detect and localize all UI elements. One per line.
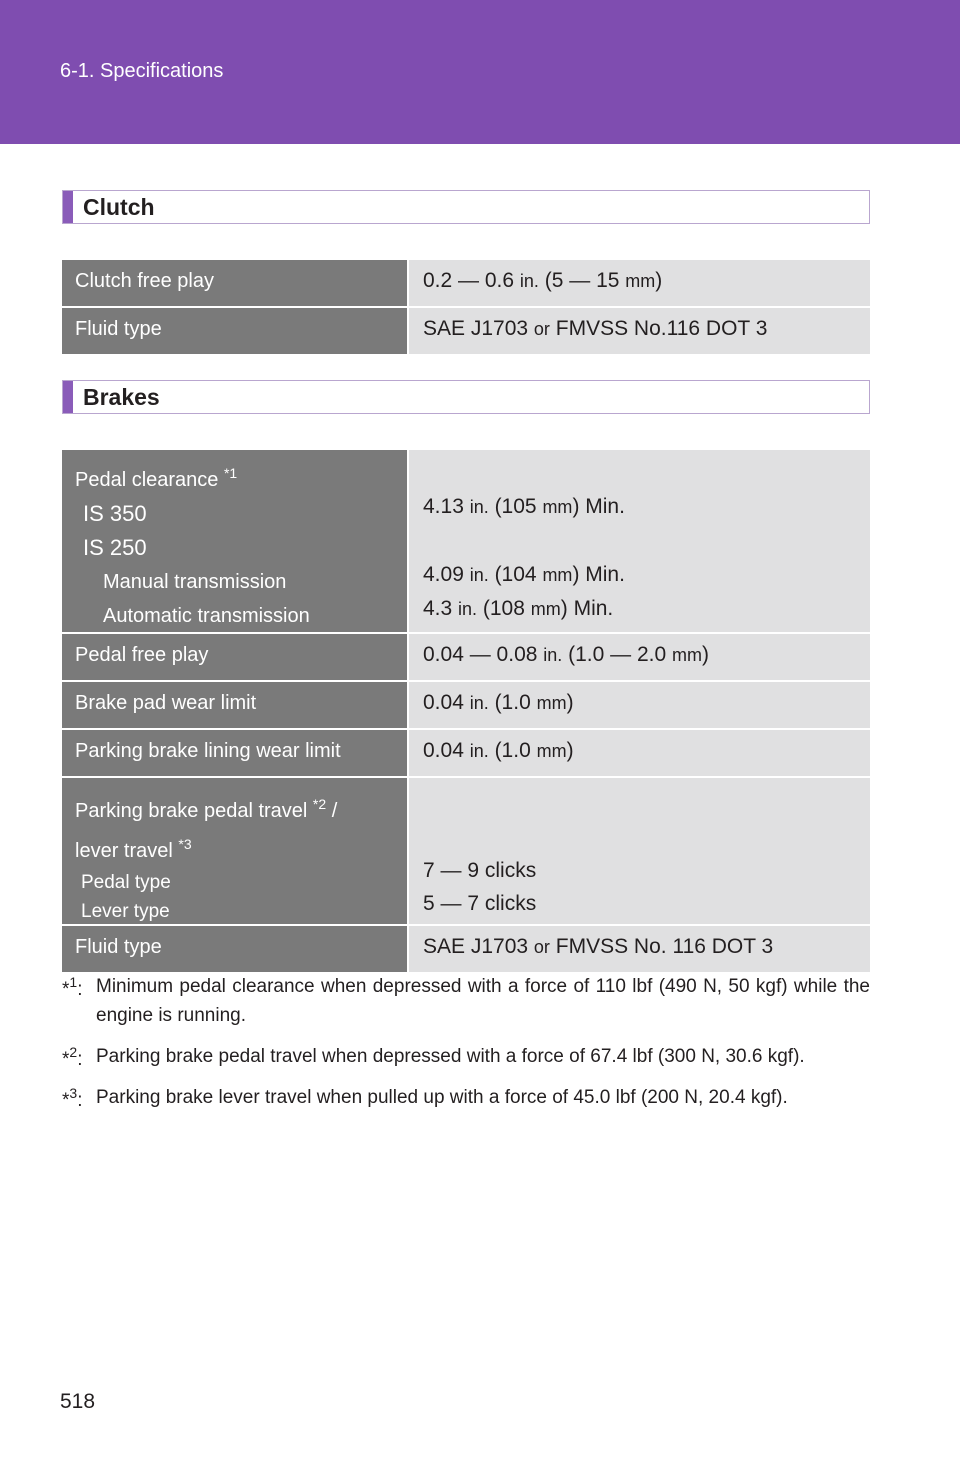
footnote-2: *$^2$: Parking brake pedal travel when depressed with a force of 67.4 lbf (300 N, 30.6 kgf). <box>62 1044 805 1070</box>
page-number: 518 <box>60 1390 96 1413</box>
lining-wear-value: 0.04 in. (1.0 mm) <box>407 730 870 776</box>
clutch-fluid-label: Fluid type <box>62 308 407 354</box>
page-header <box>0 0 960 144</box>
lining-wear-label: Parking brake lining wear limit <box>62 730 407 776</box>
footnote-1: *$^1$: Minimum pedal clearance when depressed with a force of 110 lbf (490 N, 50 kgf) while the engine is running. <box>62 974 870 1026</box>
table-row <box>62 680 870 728</box>
brakes-table <box>62 450 870 972</box>
pad-wear-label: Brake pad wear limit <box>62 682 407 728</box>
clutch-free-play-value: 0.2 — 0.6 in. (5 — 15 mm) <box>407 260 870 306</box>
pad-wear-value: 0.04 in. (1.0 mm) <box>407 682 870 728</box>
brakes-title: Brakes <box>83 384 160 410</box>
pedal-free-play-label: Pedal free play <box>62 634 407 680</box>
clutch-title: Clutch <box>83 194 155 220</box>
clutch-free-play-label: Clutch free play <box>62 260 407 306</box>
brake-fluid-label: Fluid type <box>62 926 407 972</box>
footnote-3: *$^3$: Parking brake lever travel when pulled up with a force of 45.0 lbf (200 N, 20.4 kgf). <box>62 1085 788 1111</box>
table-row <box>62 776 870 924</box>
pedal-free-play-value: 0.04 — 0.08 in. (1.0 — 2.0 mm) <box>407 634 870 680</box>
table-row <box>62 260 870 306</box>
brake-fluid-value: SAE J1703 or FMVSS No. 116 DOT 3 <box>407 926 870 972</box>
brakes-heading <box>62 380 870 414</box>
clutch-table <box>62 260 870 354</box>
parking-travel-label: Parking brake pedal travel $^{*2}$ / lever travel $^{*3}$ Pedal type Lever type <box>62 778 407 924</box>
table-row <box>62 728 870 776</box>
heading-accent-bar <box>63 191 73 223</box>
heading-accent-bar <box>63 381 73 413</box>
section-breadcrumb: 6-1. Specifications <box>60 60 224 82</box>
clutch-fluid-value: SAE J1703 or FMVSS No.116 DOT 3 <box>407 308 870 354</box>
footnotes <box>62 972 870 1124</box>
table-row <box>62 632 870 680</box>
pedal-clearance-label: Pedal clearance $^{*1}$ IS 350 IS 250 Manual transmission Automatic transmission <box>62 450 407 632</box>
table-row <box>62 450 870 632</box>
pedal-clearance-value: 4.13 in. (105 mm) Min. 4.09 in. (104 mm) Min. 4.3 in. (108 mm) Min. <box>407 450 870 632</box>
table-row <box>62 306 870 354</box>
clutch-heading <box>62 190 870 224</box>
parking-travel-value: 7 — 9 clicks 5 — 7 clicks <box>407 778 870 924</box>
table-row <box>62 924 870 972</box>
